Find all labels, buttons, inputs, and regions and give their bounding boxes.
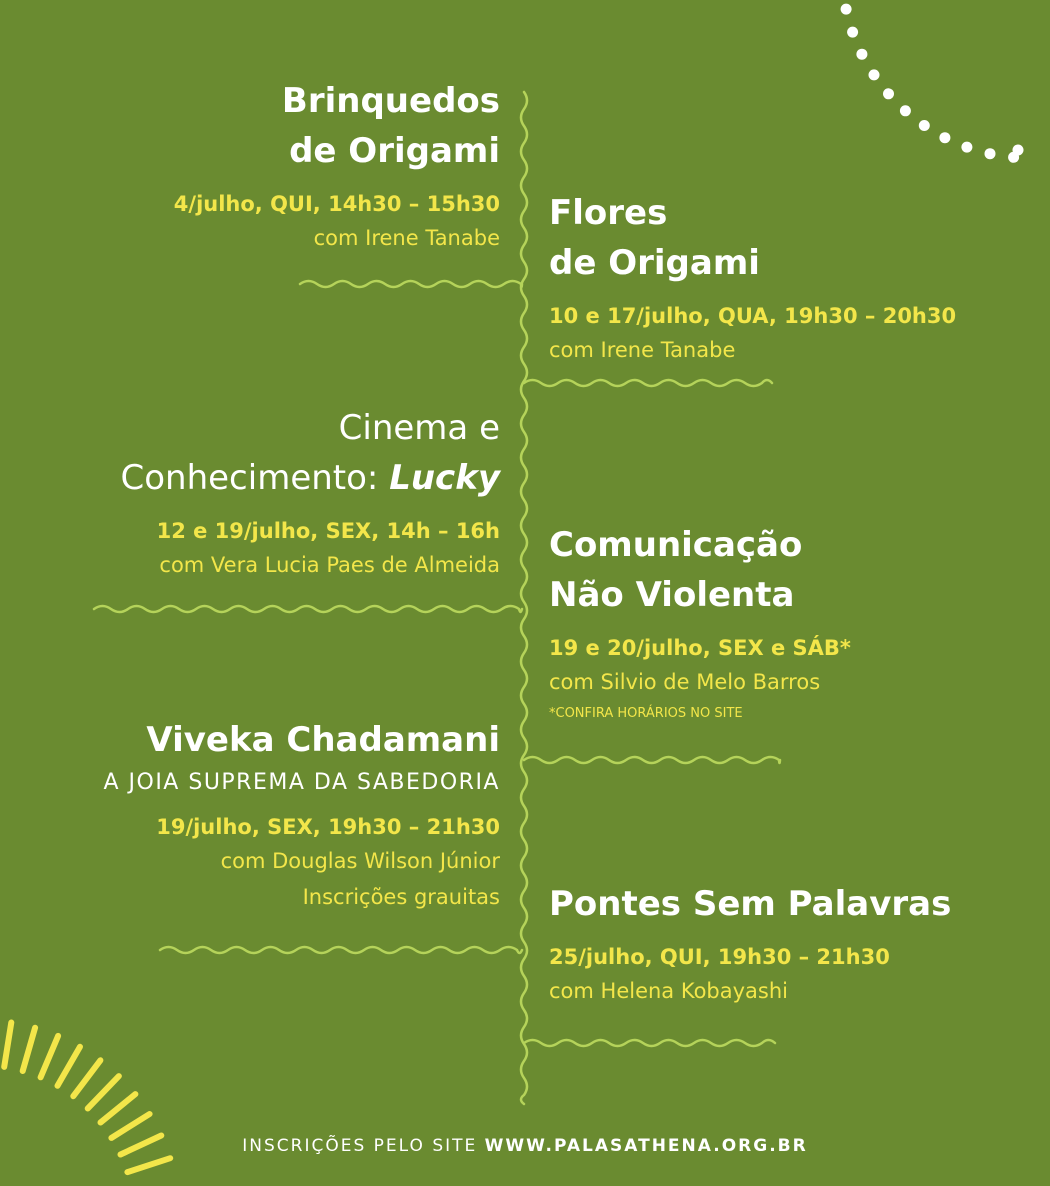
event-cinema-e-conhecimento (121, 403, 501, 583)
footer-registration (0, 1136, 1050, 1156)
dot (939, 132, 950, 143)
event-title: Comunicação (549, 525, 803, 565)
event-viveka-chadamani (103, 715, 500, 915)
ray (41, 1036, 59, 1077)
separator-wave (524, 757, 780, 763)
event-date: 25/julho, QUI, 19h30 – 21h30 (549, 945, 890, 969)
event-date: 4/julho, QUI, 14h30 – 15h30 (173, 192, 500, 216)
event-host: com Irene Tanabe (313, 226, 500, 250)
event-date: 19 e 20/julho, SEX e SÁB* (549, 636, 851, 660)
event-title-line2 (121, 453, 501, 503)
event-host: com Silvio de Melo Barros (549, 670, 821, 694)
event-host: com Douglas Wilson Júnior (220, 849, 500, 873)
dot (883, 88, 894, 99)
event-note: *CONFIRA HORÁRIOS NO SITE (549, 706, 743, 721)
ray (73, 1060, 100, 1096)
dotted-arc-decoration (841, 4, 1024, 163)
ray (127, 1158, 170, 1172)
separator-wave (94, 606, 522, 612)
dot (985, 148, 996, 159)
event-title-prefix: Conhecimento: (120, 458, 390, 498)
event-title: Cinema e (338, 408, 500, 448)
event-pontes-sem-palavras (549, 879, 951, 1009)
separator-wave (300, 281, 522, 287)
footer-prefix: INSCRIÇÕES PELO SITE (242, 1136, 485, 1156)
event-subtitle: A JOIA SUPREMA DA SABEDORIA (103, 770, 500, 795)
separator-wave (160, 947, 522, 953)
event-comunicacao-nao-violenta (549, 520, 851, 724)
event-flores-de-origami (549, 188, 956, 368)
footer-url[interactable]: WWW.PALASATHENA.ORG.BR (484, 1136, 808, 1156)
dot (961, 142, 972, 153)
event-host: com Vera Lucia Paes de Almeida (159, 553, 500, 577)
event-host: com Helena Kobayashi (549, 979, 788, 1003)
dot (856, 49, 867, 60)
event-title: Flores (549, 193, 668, 233)
event-date: 19/julho, SEX, 19h30 – 21h30 (156, 815, 500, 839)
film-title: Lucky (389, 458, 500, 498)
ray (4, 1023, 11, 1067)
ray (111, 1114, 149, 1138)
event-title: de Origami (289, 131, 500, 171)
event-title: Não Violenta (549, 575, 795, 615)
ray (88, 1076, 119, 1108)
event-date: 10 e 17/julho, QUA, 19h30 – 20h30 (549, 304, 957, 328)
event-title: de Origami (549, 243, 760, 283)
dot (869, 69, 880, 80)
dot (841, 4, 852, 15)
separator-wave (524, 380, 772, 386)
ray (23, 1028, 35, 1071)
dot (847, 27, 858, 38)
event-date: 12 e 19/julho, SEX, 14h – 16h (156, 519, 500, 543)
dot (900, 105, 911, 116)
ray (58, 1047, 81, 1086)
event-title: Brinquedos (281, 81, 500, 121)
dot (919, 120, 930, 131)
event-title: Viveka Chadamani (146, 720, 500, 760)
separator-wave (524, 1040, 775, 1046)
dot (1013, 145, 1024, 156)
event-host: com Irene Tanabe (549, 338, 736, 362)
event-extra: Inscrições grauitas (302, 885, 500, 909)
event-title: Pontes Sem Palavras (549, 884, 952, 924)
event-brinquedos-de-origami (174, 76, 500, 256)
ray (101, 1094, 136, 1122)
